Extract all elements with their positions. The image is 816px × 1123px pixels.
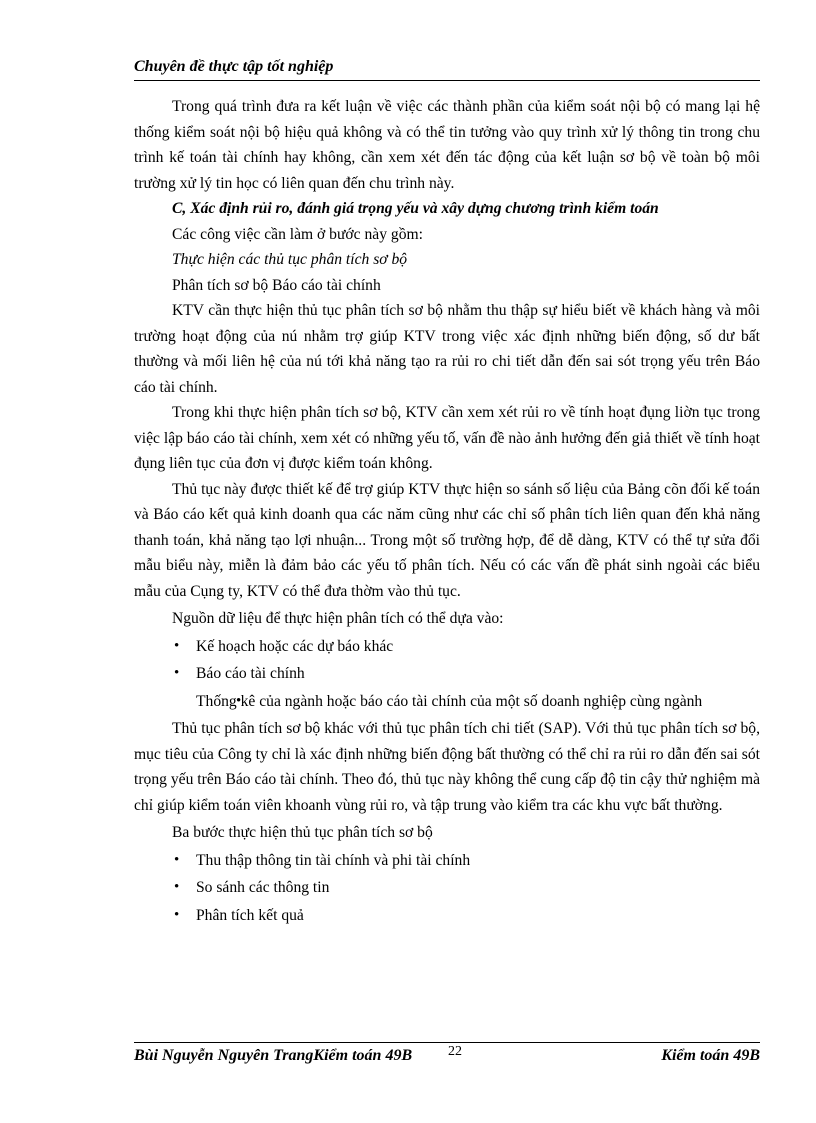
section-heading-c: C, Xác định rủi ro, đánh giá trọng yếu và xây dựng chương trình kiểm toán [172,200,659,217]
bullet-list-steps [134,848,760,929]
paragraph-going-concern: Trong khi thực hiện phân tích sơ bộ, KTV cần xem xét rủi ro về tính hoạt đụng liờn tục trong việc lập báo cáo tài chính, xem xét có những yếu tố, vấn đề nào ảnh hưởng đến giả thiết về tính hoạt đụng liên tục của đơn vị được kiểm toán không. [134,404,760,472]
list-item: • Thống kê của ngành hoặc báo cáo tài chính của một số doanh nghiệp cùng ngành [134,689,760,715]
list-item: • Báo cáo tài chính [134,661,760,687]
page-body [134,94,760,928]
paragraph-sap-comparison: Thủ tục phân tích sơ bộ khác với thủ tục phân tích chi tiết (SAP). Với thủ tục phân tích sơ bộ, mục tiêu của Công ty chỉ là xác định những biến động bất thường có thể chỉ ra rủi ro dẫn đến sai sót trọng yếu trên Báo cáo tài chính. Theo đó, thủ tục này không thể cung cấp độ tin cậy thử nghiệm mà chỉ giúp kiểm toán viên khoanh vùng rủi ro, và tập trung vào kiểm tra các khu vực bất thường. [134,720,760,814]
paragraph-procedure-design: Thủ tục này được thiết kế để trợ giúp KTV thực hiện so sánh số liệu của Bảng cõn đối kế toán và Báo cáo kết quả kinh doanh qua các năm cũng như các chỉ số phân tích liên quan đến khả năng thanh toán, khả năng tạo lợi nhuận... Trong một số trường hợp, để dễ dàng, KTV có thể tự sửa đổi mẫu biểu này, miễn là đảm bảo các yếu tố phân tích. Nếu có các vấn đề phát sinh ngoài các biểu mẫu của Cụng ty, KTV có thể đưa thờm vào thủ tục. [134,480,760,600]
paragraph-ktv-analysis: KTV cần thực hiện thủ tục phân tích sơ bộ nhằm thu thập sự hiểu biết về khách hàng và môi trường hoạt động của nú nhằm trợ giúp KTV trong việc xác định những biến động, số dư bất thường và mối liên hệ của nú tới khả năng tạo ra rủi ro chi tiết dẫn đến sai sót trọng yếu trên Báo cáo tài chính. [134,302,760,396]
page-number: 22 [448,1044,462,1059]
list-item: • So sánh các thông tin [134,875,760,901]
list-item: • Thu thập thông tin tài chính và phi tài chính [134,848,760,874]
page-header [134,56,760,81]
paragraph-conclusion: Trong quá trình đưa ra kết luận về việc các thành phần của kiểm soát nội bộ có mang lại hệ thống kiểm soát nội bộ hiệu quả không và có thể tin tưởng vào quy trình xử lý thông tin trong chu trình kế toán tài chính hay không, cần xem xét đến tác động của kết luận sơ bộ về toàn bộ môi trường xử lý tin học có liên quan đến chu trình này. [134,98,760,192]
subheading-preliminary-procedures: Thực hiện các thủ tục phân tích sơ bộ [172,251,408,268]
list-item: • Kế hoạch hoặc các dự báo khác [134,634,760,660]
line-tasks-intro: Các công việc cần làm ở bước này gồm: [172,225,423,243]
line-data-sources: Nguồn dữ liệu để thực hiện phân tích có thể dựa vào: [172,610,504,627]
header-title: Chuyên đề thực tập tốt nghiệp [134,58,334,75]
page-footer [134,1042,760,1069]
footer-department: Kiểm toán 49B [661,1047,760,1064]
bullet-list-sources [134,634,760,715]
line-three-steps: Ba bước thực hiện thủ tục phân tích sơ bộ [172,824,433,841]
line-preliminary-analysis: Phân tích sơ bộ Báo cáo tài chính [172,276,381,294]
list-item: • Phân tích kết quả [134,903,760,929]
footer-author: Bùi Nguyễn Nguyên TrangKiểm toán 49B [134,1047,413,1064]
